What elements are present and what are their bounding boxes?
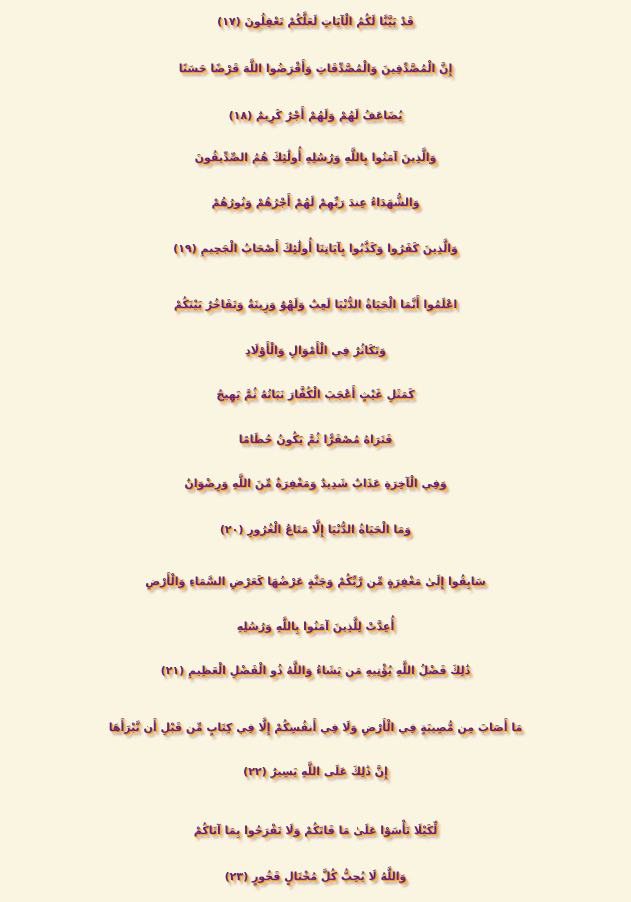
- verse-line-12: وَمَا الْحَيَاةُ الدُّنْيَا إِلَّا مَتَاعُ الْغُرُورِ (٢٠): [219, 523, 412, 536]
- verse-line-1: قَدْ بَيَّنَّا لَكُمُ الْآيَاتِ لَعَلَّكُمْ تَعْقِلُونَ (١٧): [217, 15, 414, 28]
- verse-line-4: وَالَّذِينَ آمَنُوا بِاللَّهِ وَرُسُلِهِ أُولَٰئِكَ هُمُ الصِّدِّيقُونَ: [194, 151, 437, 164]
- verse-line-16: مَا أَصَابَ مِن مُّصِيبَةٍ فِي الْأَرْضِ وَلَا فِي أَنفُسِكُمْ إِلَّا فِي كِتَابٍ مِّن قَبْلِ أَن نَّبْرَأَهَا: [108, 721, 523, 734]
- verse-line-9: كَمَثَلِ غَيْثٍ أَعْجَبَ الْكُفَّارَ نَبَاتُهُ ثُمَّ يَهِيجُ: [216, 388, 415, 401]
- verse-line-10: فَتَرَاهُ مُصْفَرًّا ثُمَّ يَكُونُ حُطَامًا: [238, 433, 393, 446]
- verse-line-14: أُعِدَّتْ لِلَّذِينَ آمَنُوا بِاللَّهِ وَرُسُلِهِ: [236, 620, 395, 633]
- verse-line-15: ذَٰلِكَ فَضْلُ اللَّهِ يُؤْتِيهِ مَن يَشَاءُ وَاللَّهُ ذُو الْفَضْلِ الْعَظِيمِ (٢١): [160, 664, 471, 677]
- verse-line-17: إِنَّ ذَٰلِكَ عَلَى اللَّهِ يَسِيرٌ (٢٢): [243, 765, 388, 778]
- verse-line-7: اعْلَمُوا أَنَّمَا الْحَيَاةُ الدُّنْيَا لَعِبٌ وَلَهْوٌ وَزِينَةٌ وَتَفَاخُرٌ بَيْنَكُمْ: [173, 298, 458, 311]
- verse-line-6: وَالَّذِينَ كَفَرُوا وَكَذَّبُوا بِآيَاتِنَا أُولَٰئِكَ أَصْحَابُ الْجَحِيمِ (١٩): [173, 242, 458, 255]
- verse-line-5: وَالشُّهَدَاءُ عِندَ رَبِّهِمْ لَهُمْ أَجْرُهُمْ وَنُورُهُمْ: [211, 196, 420, 209]
- verse-line-19: وَاللَّهُ لَا يُحِبُّ كُلَّ مُخْتَالٍ فَخُورٍ (٢٣): [224, 870, 407, 883]
- verse-line-13: سَابِقُوا إِلَىٰ مَغْفِرَةٍ مِّن رَّبِّكُمْ وَجَنَّةٍ عَرْضُهَا كَعَرْضِ السَّمَاءِ وَالْأَرْضِ: [145, 575, 486, 588]
- verse-line-11: وَفِي الْآخِرَةِ عَذَابٌ شَدِيدٌ وَمَغْفِرَةٌ مِّنَ اللَّهِ وَرِضْوَانٌ: [184, 477, 447, 490]
- verse-line-2: إِنَّ الْمُصَّدِّقِينَ وَالْمُصَّدِّقَاتِ وَأَقْرَضُوا اللَّهَ قَرْضًا حَسَنًا: [178, 62, 453, 75]
- verse-line-8: وَتَكَاثُرٌ فِي الْأَمْوَالِ وَالْأَوْلَادِ: [245, 344, 386, 357]
- verse-line-18: لِّكَيْلَا تَأْسَوْا عَلَىٰ مَا فَاتَكُمْ وَلَا تَفْرَحُوا بِمَا آتَاكُمْ: [193, 824, 438, 837]
- verse-line-3: يُضَاعَفُ لَهُمْ وَلَهُمْ أَجْرٌ كَرِيمٌ (١٨): [228, 109, 403, 122]
